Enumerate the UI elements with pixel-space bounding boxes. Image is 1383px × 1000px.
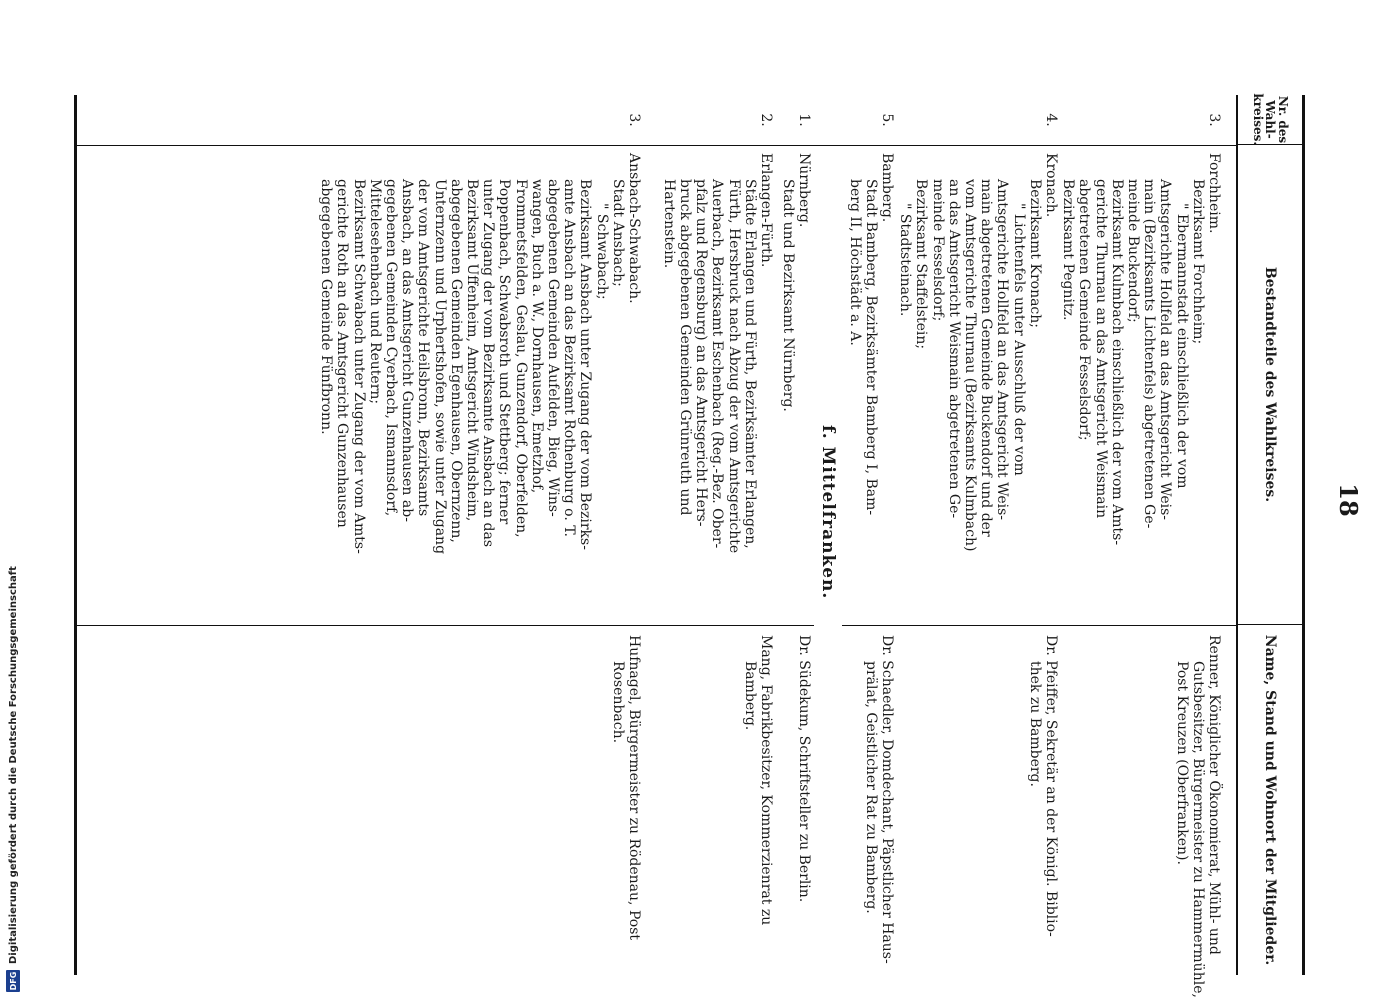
entry-line: Nürnberg. [796,153,812,228]
entry-line: Unternzenn und Urphertshofen, sowie unter Zugang [431,179,448,555]
entry-bestandteile [1060,153,1222,619]
entry-line: Mittelesehenbach und Reutern; [366,179,383,405]
entry-number: 1. [796,113,812,127]
entry-line: Stadt und Bezirksamt Nürnberg. [779,179,796,412]
entry-line: abgegebenen Gemeinde Fünfbronn. [318,179,335,435]
entry-line: " Ebermannstadt einschließlich der vom [1173,203,1190,489]
entry-line: vom Amtsgerichte Thurnau (Bezirksamts Kulmbach) [961,179,978,552]
footer-text: Digitalisierung gefördert durch die Deutsche Forschungsgemeinschaft [7,566,19,964]
entry-line: Amtsgerichte Hollfeld an das Amtsgericht Weis- [1157,179,1174,521]
member-line: Post Kreuzen (Oberfranken). [1173,661,1190,865]
entry-line: Bezirksamt Kronach; [1026,179,1043,329]
entry-bestandteile [661,153,774,619]
entry-line: " Schwabach; [593,203,610,300]
member-line: Renner, Königlicher Ökonomierat, Mühl- und [1206,635,1222,955]
entry-member [1173,635,1222,998]
entry-line: Erlangen-Fürth. [758,153,774,268]
entry-line: meinde Fesselsdorf; [929,179,946,322]
dfg-footer [2,0,24,1000]
entry-line: Bezirksamt Staffelstein; [913,179,930,350]
entry-bestandteile [780,153,812,619]
entry-member [742,635,774,965]
member-line: Dr. Schaedler, Domdechant, Päpstlicher Haus- [879,635,895,964]
member-line: Rosenbach. [609,661,626,744]
entry-line: amte Ansbach an das Bezirksamt Rothenburg o. T. [561,179,578,537]
entry-line: Bamberg. [879,153,895,223]
member-line: Bamberg. [741,661,758,731]
column-divider [77,145,1236,146]
entry-line: abgegebenen Gemeinden Egenhausen, Obernzenn, [447,179,464,543]
entry-line: Fürth, Hersbruck nach Abzug der vom Amtsgerichte [725,179,742,554]
entry-line: bruck abgegebenen Gemeinden Grünreuth und [676,179,693,516]
entry-number: 2. [758,113,774,127]
entry-number: 4. [1043,113,1059,127]
document-page [28,0,1383,1000]
column-divider [77,625,814,626]
entry-line: Bezirksamt Schwabach unter Zugang der vom Amts- [350,179,367,554]
entry-line: pfalz und Regensburg) an das Amtsgericht Hers- [693,179,710,527]
electoral-table [74,93,1305,998]
page-number: 18 [1334,483,1363,517]
entry-line: Bezirksamt Pegnitz. [1060,179,1077,321]
entry-line: Kronach. [1043,153,1059,218]
entry-line: gegebenen Gemeinden Cyerbach, Ismannsdorf, [382,179,399,517]
entry-line: Auerbach, Bezirksamt Eschenbach (Reg.-Bez. Ober- [709,179,726,549]
entry-line: " Lichtenfels unter Ausschluß der vom [1010,203,1027,476]
entry-line: meinde Buckendorf; [1124,179,1141,323]
entry-line: Bezirksamt Uffenheim, Amtsgericht Windsheim, [463,179,480,522]
column-divider [842,625,1236,626]
entry-line: Städte Erlangen und Fürth, Bezirksämter Erlangen, [741,179,758,549]
entry-line: abgegebenen Gemeinden Aufelden, Bieg, Wins- [544,179,561,517]
entry-line: Bezirksamt Ansbach unter Zugang der vom Bezirks- [577,179,594,550]
entry-bestandteile [897,153,1059,619]
entry-line: Frommetsfelden, Geslau, Gunzendorf, Oberfelden, [512,179,529,538]
section-title: f. Mittelfranken. [818,425,838,600]
entry-line: Ansbach, an das Amtsgericht Gunzenhausen ab- [399,179,416,522]
entry-member [796,635,812,965]
member-line: Gutsbesitzer, Bürgermeister zu Hammermühle, [1189,661,1206,998]
entry-line: gerichte Thurnau an das Amtsgericht Weismain [1092,179,1109,519]
entry-line: Bezirksamt Kulmbach einschließlich der vom Amts- [1108,179,1125,546]
member-line: prälat, Geistlicher Rat zu Bamberg. [862,661,879,914]
entry-line: Bezirksamt Forchheim; [1189,179,1206,345]
entry-line: berg II, Höchstädt a. A. [846,179,863,346]
member-line: thek zu Bamberg. [1026,661,1043,787]
member-line: Mang, Fabrikbesitzer, Kommerzienrat zu [758,635,774,926]
entry-line: main abgetretenen Gemeinde Buckendorf und der [978,179,995,537]
entry-line: Poppenbach, Schwabsroth und Stettberg; ferner [496,179,513,525]
entry-number: 5. [879,113,895,127]
entry-line: " Stadtsteinach. [897,203,914,317]
header-nr: Nr. des Wahl- kreises. [1236,95,1302,145]
entry-bestandteile [318,153,642,619]
entry-line: Amtsgerichte Hollfeld an das Amtsgericht Weis- [994,179,1011,521]
entry-line: main (Bezirksamts Lichtenfels) abgetretenen Ge- [1141,179,1158,529]
entry-line: an das Amtsgericht Weismain abgetretenen Ge- [945,179,962,519]
entry-member [863,635,895,965]
header-mitglieder: Name, Stand und Wohnort der Mitglieder. [1236,625,1302,975]
entry-number: 3. [1206,113,1222,127]
entry-line: unter Zugang der vom Bezirksamte Ansbach an das [480,179,497,548]
entry-line: Hartenstein. [660,179,677,269]
entry-line: gerichte Roth an das Amtsgericht Gunzenhausen [334,179,351,528]
entry-line: Ansbach-Schwabach. [626,153,642,304]
header-bestandteile: Bestandteile des Wahlkreises. [1236,145,1302,625]
entry-member [610,635,642,965]
entry-line: Forchheim. [1206,153,1222,234]
entry-line: Stadt Bamberg, Bezirksämter Bamberg I, Bam- [862,179,879,516]
dfg-logo-icon: DFG [6,970,20,992]
member-line: Dr. Südekum, Schriftsteller zu Berlin. [796,635,812,903]
entry-line: der vom Amtsgerichte Heilsbronn, Bezirksamts [415,179,432,517]
entry-bestandteile [846,153,895,619]
entry-member [1027,635,1059,965]
member-line: Hufnagel, Bürgermeister zu Rödenau, Post [626,635,642,941]
member-line: Dr. Pfeiffer, Sekretär an der Königl. Biblio- [1043,635,1059,937]
entry-number: 3. [626,113,642,127]
entry-line: Stadt Ansbach; [609,179,626,287]
entry-line: abgetretenen Gemeinde Fesselsdorf; [1076,179,1093,441]
entry-line: wangen, Buch a. W., Dornhausen, Emetzhof, [528,179,545,494]
